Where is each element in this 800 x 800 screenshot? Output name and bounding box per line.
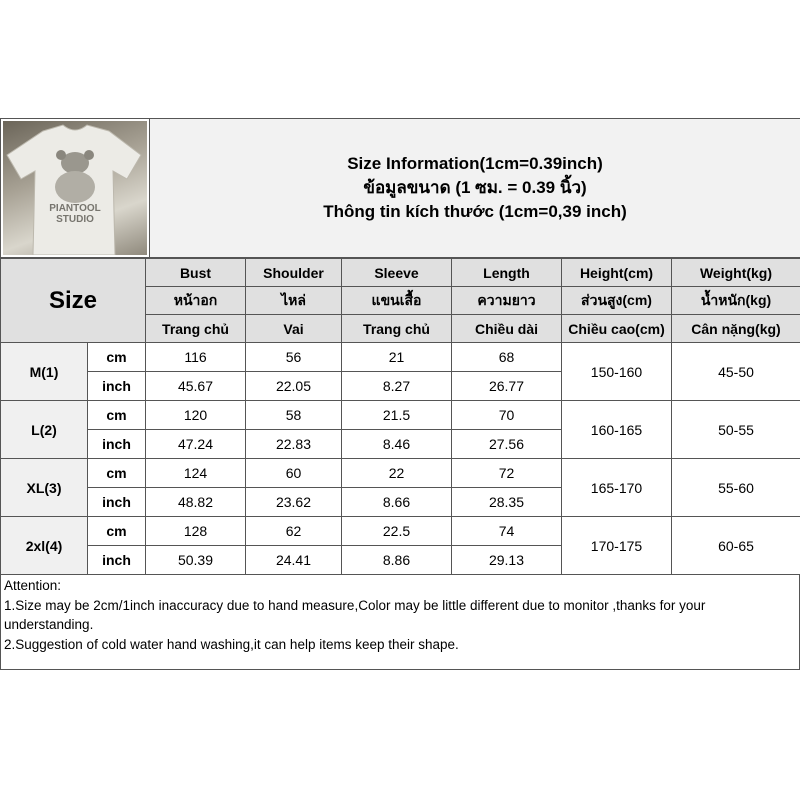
tshirt-icon bbox=[3, 121, 147, 255]
title-thai: ข้อมูลขนาด (1 ซม. = 0.39 นิ้ว) bbox=[363, 178, 587, 197]
length-cm: 68 bbox=[452, 343, 562, 372]
bust-cm: 120 bbox=[146, 401, 246, 430]
shoulder-inch: 22.83 bbox=[246, 430, 342, 459]
height-range: 160-165 bbox=[562, 401, 672, 459]
length-inch: 28.35 bbox=[452, 488, 562, 517]
weight-range: 55-60 bbox=[672, 459, 800, 517]
shoulder-cm: 62 bbox=[246, 517, 342, 546]
photo-print-text-1: PIANTOOL bbox=[49, 203, 101, 214]
bust-cm: 128 bbox=[146, 517, 246, 546]
col-shoulder-th: ไหล่ bbox=[246, 287, 342, 315]
notes-line-2: 2.Suggestion of cold water hand washing,it can help items keep their shape. bbox=[4, 636, 459, 652]
shoulder-inch: 23.62 bbox=[246, 488, 342, 517]
size-label: L(2) bbox=[1, 401, 88, 459]
sleeve-cm: 22.5 bbox=[342, 517, 452, 546]
unit-inch: inch bbox=[88, 372, 146, 401]
bust-inch: 50.39 bbox=[146, 546, 246, 575]
attention-notes bbox=[0, 575, 800, 670]
bust-cm: 116 bbox=[146, 343, 246, 372]
height-range: 150-160 bbox=[562, 343, 672, 401]
col-weight-vi: Cân nặng(kg) bbox=[672, 315, 800, 343]
unit-inch: inch bbox=[88, 488, 146, 517]
sleeve-inch: 8.86 bbox=[342, 546, 452, 575]
tshirt-photo bbox=[3, 121, 147, 255]
weight-range: 60-65 bbox=[672, 517, 800, 575]
col-sleeve-th: แขนเสื้อ bbox=[342, 287, 452, 315]
bust-inch: 47.24 bbox=[146, 430, 246, 459]
sleeve-cm: 22 bbox=[342, 459, 452, 488]
unit-cm: cm bbox=[88, 517, 146, 546]
sleeve-inch: 8.27 bbox=[342, 372, 452, 401]
unit-cm: cm bbox=[88, 401, 146, 430]
col-sleeve-en: Sleeve bbox=[342, 259, 452, 287]
unit-cm: cm bbox=[88, 459, 146, 488]
table-row bbox=[1, 459, 800, 488]
col-height-vi: Chiều cao(cm) bbox=[562, 315, 672, 343]
sleeve-inch: 8.46 bbox=[342, 430, 452, 459]
table-row bbox=[1, 517, 800, 546]
unit-inch: inch bbox=[88, 430, 146, 459]
col-height-en: Height(cm) bbox=[562, 259, 672, 287]
bust-cm: 124 bbox=[146, 459, 246, 488]
title-band bbox=[149, 119, 800, 257]
bust-inch: 48.82 bbox=[146, 488, 246, 517]
notes-heading: Attention: bbox=[4, 578, 62, 593]
length-inch: 29.13 bbox=[452, 546, 562, 575]
size-label: M(1) bbox=[1, 343, 88, 401]
col-length-en: Length bbox=[452, 259, 562, 287]
weight-range: 45-50 bbox=[672, 343, 800, 401]
title-vietnamese: Thông tin kích thước (1cm=0,39 inch) bbox=[323, 202, 627, 221]
weight-range: 50-55 bbox=[672, 401, 800, 459]
length-inch: 27.56 bbox=[452, 430, 562, 459]
size-label: 2xl(4) bbox=[1, 517, 88, 575]
col-weight-th: น้ำหนัก(kg) bbox=[672, 287, 800, 315]
col-shoulder-en: Shoulder bbox=[246, 259, 342, 287]
height-range: 170-175 bbox=[562, 517, 672, 575]
sleeve-inch: 8.66 bbox=[342, 488, 452, 517]
table-row bbox=[1, 343, 800, 372]
col-length-th: ความยาว bbox=[452, 287, 562, 315]
header-row bbox=[0, 118, 800, 258]
height-range: 165-170 bbox=[562, 459, 672, 517]
notes-line-1: 1.Size may be 2cm/1inch inaccuracy due to hand measure,Color may be little different due to monitor ,thanks for your understanding. bbox=[4, 597, 706, 632]
size-table bbox=[0, 258, 800, 575]
unit-inch: inch bbox=[88, 546, 146, 575]
length-cm: 70 bbox=[452, 401, 562, 430]
table-row bbox=[1, 401, 800, 430]
length-inch: 26.77 bbox=[452, 372, 562, 401]
title-english: Size Information(1cm=0.39inch) bbox=[347, 154, 603, 173]
col-bust-vi: Trang chủ bbox=[146, 315, 246, 343]
size-header: Size bbox=[1, 259, 146, 343]
sleeve-cm: 21 bbox=[342, 343, 452, 372]
sleeve-cm: 21.5 bbox=[342, 401, 452, 430]
shoulder-cm: 58 bbox=[246, 401, 342, 430]
bust-inch: 45.67 bbox=[146, 372, 246, 401]
col-shoulder-vi: Vai bbox=[246, 315, 342, 343]
col-bust-en: Bust bbox=[146, 259, 246, 287]
shoulder-cm: 56 bbox=[246, 343, 342, 372]
shoulder-inch: 24.41 bbox=[246, 546, 342, 575]
size-label: XL(3) bbox=[1, 459, 88, 517]
length-cm: 72 bbox=[452, 459, 562, 488]
col-length-vi: Chiều dài bbox=[452, 315, 562, 343]
unit-cm: cm bbox=[88, 343, 146, 372]
size-chart bbox=[0, 118, 800, 670]
photo-print-text-2: STUDIO bbox=[56, 214, 94, 225]
col-sleeve-vi: Trang chủ bbox=[342, 315, 452, 343]
length-cm: 74 bbox=[452, 517, 562, 546]
col-height-th: ส่วนสูง(cm) bbox=[562, 287, 672, 315]
shoulder-inch: 22.05 bbox=[246, 372, 342, 401]
col-weight-en: Weight(kg) bbox=[672, 259, 800, 287]
shoulder-cm: 60 bbox=[246, 459, 342, 488]
col-bust-th: หน้าอก bbox=[146, 287, 246, 315]
